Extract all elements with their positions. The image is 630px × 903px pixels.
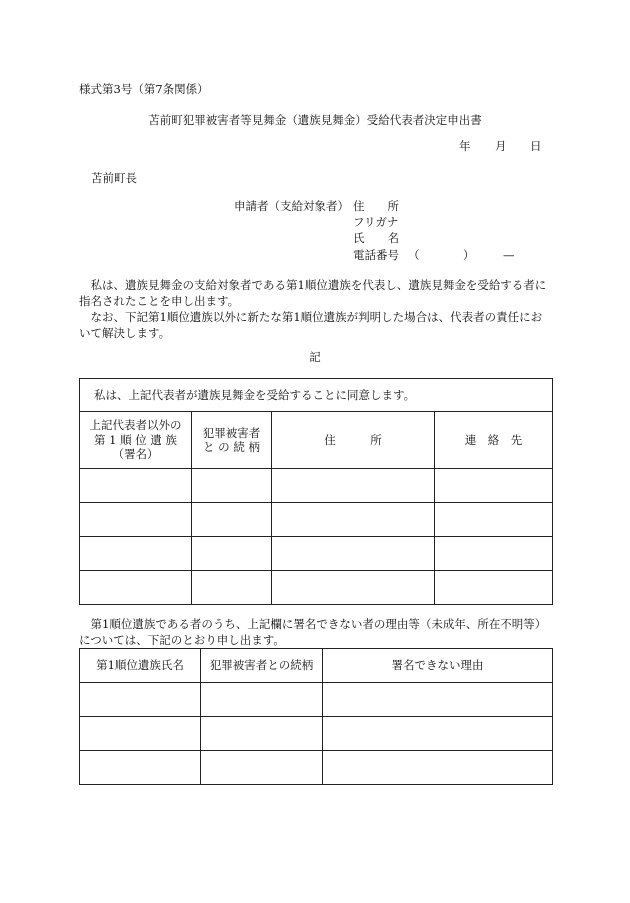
header-cosigner-line3: （署名） bbox=[112, 447, 159, 462]
furigana-label: フリガナ bbox=[353, 215, 399, 229]
addressee: 苫前町長 bbox=[91, 171, 137, 185]
phone-open-paren: （ bbox=[408, 248, 420, 262]
consent-statement: 私は、上記代表者が遺族見舞金を受給することに同意します。 bbox=[80, 379, 553, 412]
relationship-cell[interactable] bbox=[192, 571, 272, 605]
table-row bbox=[80, 503, 553, 537]
contact-cell[interactable] bbox=[435, 571, 553, 605]
name-label: 氏 名 bbox=[353, 231, 399, 245]
header-family-name: 第1順位遺族氏名 bbox=[80, 649, 201, 683]
header-relationship: 犯罪被害者との続柄 bbox=[201, 649, 323, 683]
relationship-cell[interactable] bbox=[201, 717, 323, 751]
header-address: 住 所 bbox=[272, 412, 435, 469]
cosigner-signature-cell[interactable] bbox=[80, 503, 192, 537]
unsigned-reason-table bbox=[79, 648, 553, 785]
cosigner-table bbox=[79, 378, 553, 605]
relationship-cell[interactable] bbox=[192, 537, 272, 571]
table-row bbox=[80, 469, 553, 503]
address-cell[interactable] bbox=[272, 571, 435, 605]
header-relationship-line2: と の 続 柄 bbox=[203, 440, 260, 454]
header-cosigner bbox=[80, 412, 192, 469]
note-paragraph: 第1順位遺族である者のうち、上記欄に署名できない者の理由等（未成年、所在不明等）については、下記のとおり申し出ます。 bbox=[79, 617, 547, 647]
cosigner-signature-cell[interactable] bbox=[80, 469, 192, 503]
reason-cell[interactable] bbox=[323, 717, 553, 751]
header-relationship bbox=[192, 412, 272, 469]
body-paragraph: 私は、遺族見舞金の支給対象者である第1順位遺族を代表し、遺族見舞金を受給する者に指名されたことを申し出ます。 bbox=[79, 278, 547, 308]
header-cosigner-line1: 上記代表者以外の bbox=[89, 418, 182, 433]
phone-dash: — bbox=[503, 248, 515, 262]
header-reason: 署名できない理由 bbox=[323, 649, 553, 683]
phone-close-paren: ） bbox=[463, 248, 475, 262]
document-title: 苫前町犯罪被害者等見舞金（遺族見舞金）受給代表者決定申出書 bbox=[148, 113, 482, 127]
reason-cell[interactable] bbox=[323, 683, 553, 717]
reason-cell[interactable] bbox=[323, 751, 553, 785]
ki-heading: 記 bbox=[309, 350, 321, 364]
note-text bbox=[79, 616, 552, 648]
relationship-cell[interactable] bbox=[192, 469, 272, 503]
contact-cell[interactable] bbox=[435, 503, 553, 537]
cosigner-signature-cell[interactable] bbox=[80, 571, 192, 605]
address-label: 住 所 bbox=[353, 199, 399, 213]
header-cosigner-line2: 第 1 順 位 遺 族 bbox=[93, 432, 178, 447]
relationship-cell[interactable] bbox=[192, 503, 272, 537]
relationship-cell[interactable] bbox=[201, 751, 323, 785]
phone-label: 電話番号 bbox=[353, 248, 399, 262]
date-month-label: 月 bbox=[495, 139, 507, 153]
body-text bbox=[79, 277, 552, 341]
family-name-cell[interactable] bbox=[80, 751, 201, 785]
form-number: 様式第3号（第7条関係） bbox=[79, 82, 209, 96]
contact-cell[interactable] bbox=[435, 537, 553, 571]
date-day-label: 日 bbox=[530, 139, 542, 153]
table-row bbox=[80, 537, 553, 571]
relationship-cell[interactable] bbox=[201, 683, 323, 717]
family-name-cell[interactable] bbox=[80, 683, 201, 717]
address-cell[interactable] bbox=[272, 503, 435, 537]
cosigner-signature-cell[interactable] bbox=[80, 537, 192, 571]
address-cell[interactable] bbox=[272, 537, 435, 571]
table-row bbox=[80, 683, 553, 717]
date-year-label: 年 bbox=[459, 139, 471, 153]
applicant-label: 申請者（支給対象者） bbox=[234, 199, 349, 213]
address-cell[interactable] bbox=[272, 469, 435, 503]
header-contact: 連 絡 先 bbox=[435, 412, 553, 469]
header-relationship-line1: 犯罪被害者 bbox=[202, 425, 261, 440]
family-name-cell[interactable] bbox=[80, 717, 201, 751]
table-row bbox=[80, 571, 553, 605]
contact-cell[interactable] bbox=[435, 469, 553, 503]
body-paragraph: なお、下記第1順位遺族以外に新たな第1順位遺族が判明した場合は、代表者の責任において解決します。 bbox=[79, 310, 543, 340]
table-row bbox=[80, 717, 553, 751]
table-row bbox=[80, 751, 553, 785]
